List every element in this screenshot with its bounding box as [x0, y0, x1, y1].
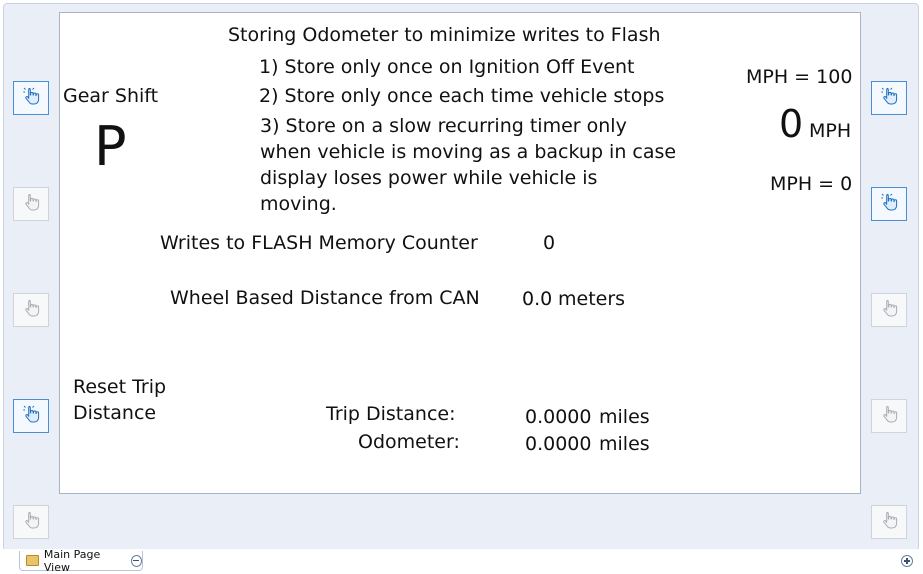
- flash-counter-value: 0: [543, 232, 556, 254]
- close-tab-icon[interactable]: [131, 555, 142, 567]
- touch-icon: [21, 192, 41, 216]
- touch-icon: [879, 86, 899, 110]
- trip-distance-label: Trip Distance:: [326, 403, 456, 425]
- mph-min-label: MPH = 0: [770, 173, 853, 195]
- touch-icon: [879, 192, 899, 216]
- wheel-distance-value: 0.0: [522, 288, 553, 310]
- touch-icon: [21, 404, 41, 428]
- touch-icon: [21, 86, 41, 110]
- touch-icon: [879, 298, 899, 322]
- trip-distance-value: 0.0000: [525, 406, 592, 428]
- touch-icon: [879, 404, 899, 428]
- odometer-unit: miles: [599, 433, 650, 455]
- tab-label: Main Page View: [43, 547, 101, 574]
- odometer-label: Odometer:: [358, 431, 460, 453]
- touch-icon: [879, 510, 899, 534]
- wheel-distance-label: Wheel Based Distance from CAN: [170, 287, 480, 309]
- trip-distance-unit: miles: [599, 406, 650, 428]
- touch-icon: [21, 298, 41, 322]
- add-tab-icon[interactable]: [901, 555, 913, 567]
- reset-trip-label: Reset Trip Distance: [73, 376, 167, 424]
- mph-max-label: MPH = 100: [746, 66, 853, 88]
- odometer-value: 0.0000: [525, 433, 592, 455]
- left-touch-button-2[interactable]: [13, 187, 49, 221]
- touch-icon: [21, 510, 41, 534]
- gear-shift-value: P: [94, 115, 127, 178]
- left-touch-button-5[interactable]: [13, 505, 49, 539]
- speed-zero-touch-button[interactable]: [871, 187, 907, 221]
- right-touch-button-3[interactable]: [871, 293, 907, 327]
- tab-main-page-view[interactable]: [19, 547, 143, 574]
- right-touch-button-5[interactable]: [871, 505, 907, 539]
- gear-shift-label: Gear Shift: [63, 85, 159, 107]
- reset-trip-touch-button[interactable]: [13, 399, 49, 433]
- rule-3: 3) Store on a slow recurring timer only when vehicle is moving as a backup in case display loses power while vehicle is moving.: [260, 115, 677, 215]
- speed-value: 0: [779, 102, 804, 146]
- speed-up-touch-button[interactable]: [871, 81, 907, 115]
- speed-unit: MPH: [809, 120, 852, 142]
- left-touch-button-3[interactable]: [13, 293, 49, 327]
- left-touch-button-1[interactable]: [13, 81, 49, 115]
- page-title: Storing Odometer to minimize writes to Flash: [228, 24, 661, 46]
- rule-2: 2) Store only once each time vehicle stops: [259, 85, 665, 107]
- rule-1: 1) Store only once on Ignition Off Event: [259, 56, 635, 78]
- flash-counter-label: Writes to FLASH Memory Counter: [160, 232, 478, 254]
- right-touch-button-4[interactable]: [871, 399, 907, 433]
- folder-icon: [26, 555, 39, 566]
- wheel-distance-unit: meters: [558, 288, 626, 310]
